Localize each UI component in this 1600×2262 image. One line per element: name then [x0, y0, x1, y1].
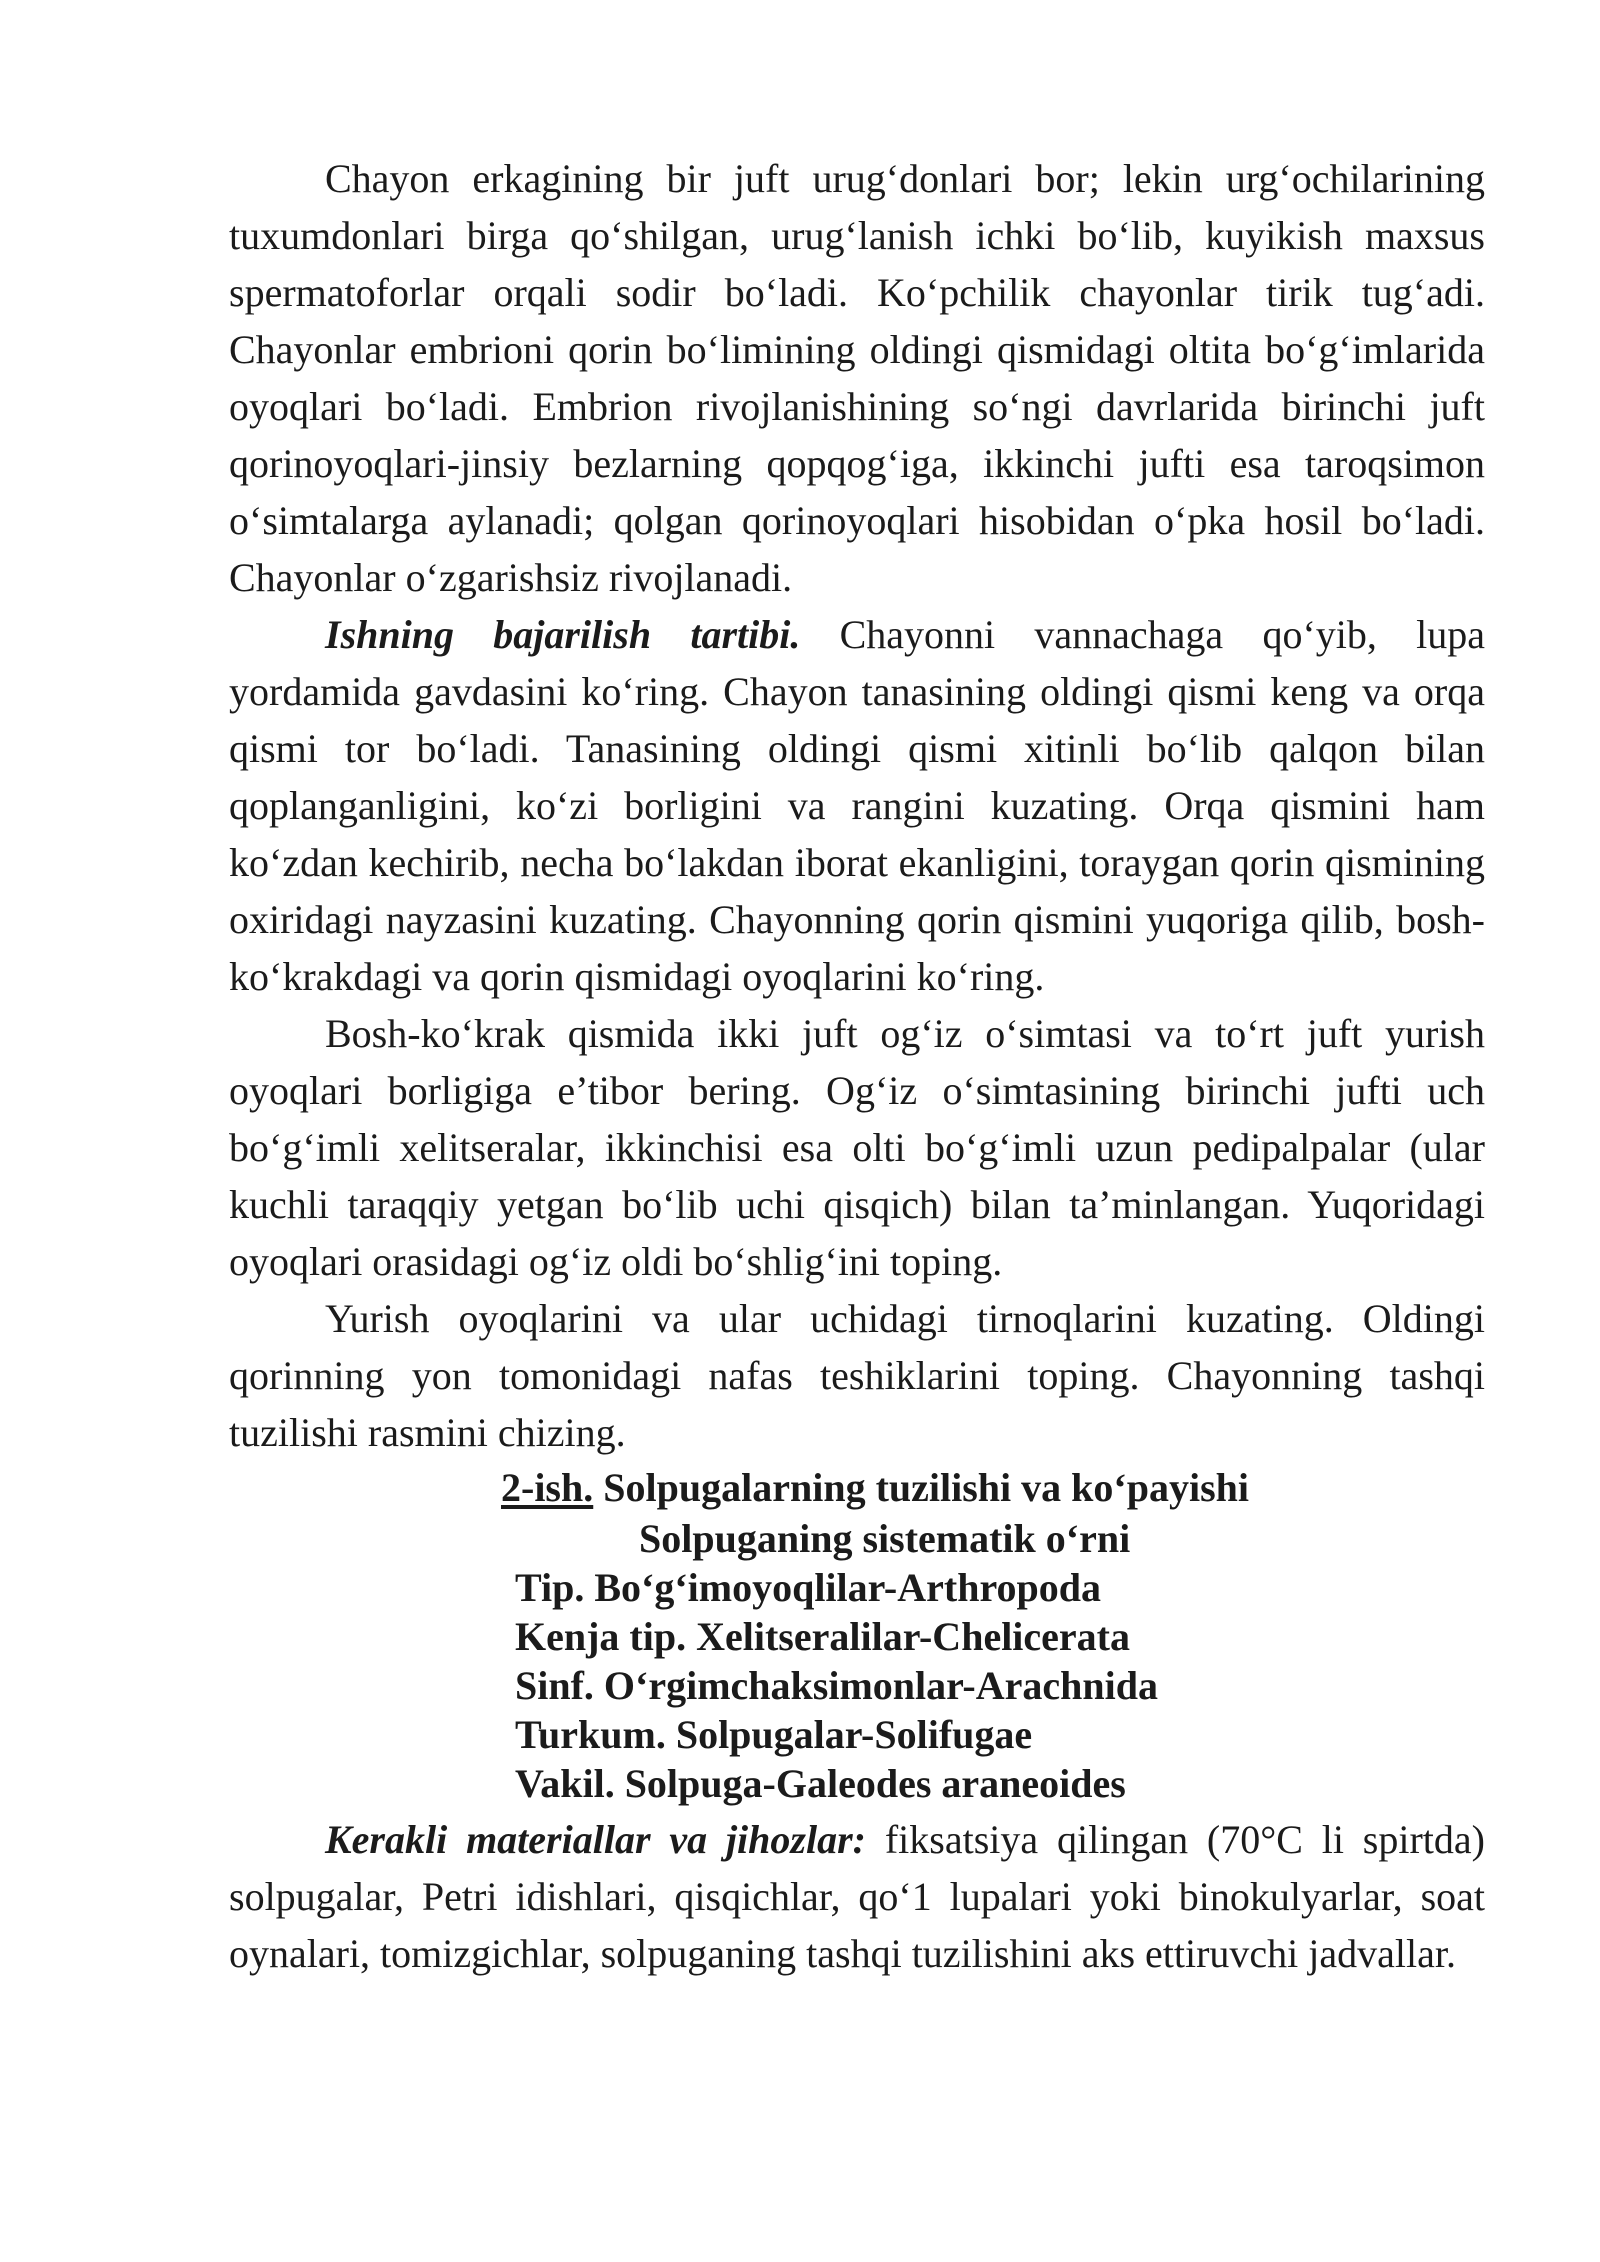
taxonomy-order: Turkum. Solpugalar-Solifugae — [515, 1712, 1033, 1757]
paragraph-reproduction: Chayon erkagining bir juft urug‘donlari bor; lekin urg‘ochilarining tuxumdonlari birga qo‘shilgan, urug‘lanish ichki bo‘lib, kuyikish maxsus spermatoforlar orqali sodir bo‘ladi. Ko‘pchilik chayonlar tirik tug‘adi. Chayonlar embrioni qorin bo‘limining oldingi qismidagi oltita bo‘g‘imlarida oyoqlari bo‘ladi. Embrion rivojlanishining so‘ngi davrlarida birinchi juft qorinoyoqlari-jinsiy bezlarning qopqog‘iga, ikkinchi jufti esa taroqsimon o‘simtalarga aylanadi; qolgan qorinoyoqlari hisobidan o‘pka hosil bo‘ladi. Chayonlar o‘zgarishsiz rivojlanadi. — [229, 156, 1485, 600]
taxonomy-subphylum: Kenja tip. Xelitseralilar-Chelicerata — [515, 1614, 1130, 1659]
taxonomy-representative: Vakil. Solpuga-Galeodes araneoides — [515, 1761, 1126, 1806]
taxonomy-list — [229, 1563, 1485, 1808]
taxonomy-phylum: Tip. Bo‘g‘imoyoqlilar-Arthropoda — [515, 1565, 1101, 1610]
materials-lead: Kerakli materiallar va jihozlar: — [325, 1817, 866, 1862]
procedure-text: Chayonni vannachaga qo‘yib, lupa yordamida gavdasini ko‘ring. Chayon tanasining oldingi qismi keng va orqa qismi tor bo‘ladi. Tanasining oldingi qismi xitinli bo‘lib qalqon bilan qoplanganligini, ko‘zi borligini va rangini kuzating. Orqa qismini ham ko‘zdan kechirib, necha bo‘lakdan iborat ekanligini, toraygan qorin qismining oxiridagi nayzasini kuzating. Chayonning qorin qismini yuqoriga qilib, bosh-ko‘krakdagi va qorin qismidagi oyoqlarini ko‘ring. — [229, 612, 1485, 999]
materials-text: fiksatsiya qilingan (70°C li spirtda) solpugalar, Petri idishlari, qisqichlar, qo‘1 lupalari yoki binokulyarlar, soat oynalari, tomizgichlar, solpuganing tashqi tuzilishini aks ettiruvchi jadvallar. — [229, 1817, 1485, 1976]
document-page — [229, 150, 1485, 1982]
work-heading — [229, 1463, 1485, 1512]
taxonomy-class: Sinf. O‘rgimchaksimonlar-Arachnida — [515, 1663, 1158, 1708]
procedure-lead: Ishning bajarilish tartibi. — [325, 612, 801, 657]
paragraph-materials — [229, 1811, 1485, 1982]
paragraph-mouthparts: Bosh-ko‘krak qismida ikki juft og‘iz o‘simtasi va to‘rt juft yurish oyoqlari borligiga e’tibor bering. Og‘iz o‘simtasining birinchi jufti uch bo‘g‘imli xelitseralar, ikkinchisi esa olti bo‘g‘imli uzun pedipalpalar (ular kuchli taraqqiy yetgan bo‘lib uchi qisqich) bilan ta’minlangan. Yuqoridagi oyoqlari orasidagi og‘iz oldi bo‘shlig‘ini toping. — [229, 1011, 1485, 1284]
paragraph-procedure — [229, 606, 1485, 1005]
work-number: 2-ish. — [501, 1465, 594, 1510]
work-title: Solpugalarning tuzilishi va ko‘payishi — [593, 1465, 1250, 1510]
paragraph-legs: Yurish oyoqlarini va ular uchidagi tirnoqlarini kuzating. Oldingi qorinning yon tomonidagi nafas teshiklarini toping. Chayonning tashqi tuzilishi rasmini chizing. — [229, 1296, 1485, 1455]
systematic-heading: Solpuganing sistematik o‘rni — [639, 1516, 1131, 1561]
